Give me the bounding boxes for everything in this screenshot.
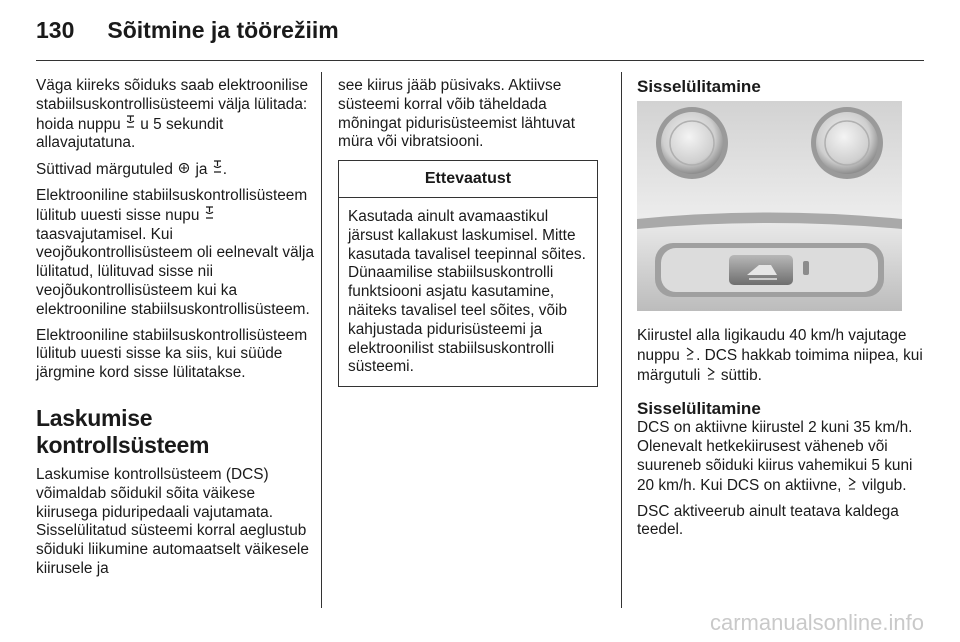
column-2 xyxy=(338,77,600,387)
subsection-heading: Sisselülitamine xyxy=(637,399,761,419)
dashboard-photo xyxy=(637,101,902,311)
section-heading: Laskumise kontrollsüsteem xyxy=(36,404,210,458)
column-1 xyxy=(36,77,316,586)
descent-control-icon xyxy=(705,366,717,385)
warning-title: Ettevaatust xyxy=(339,161,597,198)
paragraph: DSC aktiveerub ainult teatava kaldega teedel. xyxy=(637,502,899,539)
warning-box xyxy=(338,160,598,387)
descent-control-icon xyxy=(684,346,696,365)
paragraph: DCS on aktiivne kiirustel 2 kuni 35 km/h. Olenevalt hetkekiirusest väheneb või suureneb sõiduki kiirus vahemikui 5 kuni 20 km/h. Kui DCS on aktiivne, vilgub. xyxy=(637,419,913,494)
header-rule xyxy=(36,60,924,61)
column-3 xyxy=(637,77,927,547)
paragraph: see kiirus jääb püsivaks. Aktiivse süsteemi korral võib täheldada mõningat pidurisüsteemist lähtuvat müra või vibratsiooni. xyxy=(338,77,575,151)
subsection-heading: Sisselülitamine xyxy=(637,77,761,96)
esc-off-icon xyxy=(212,160,223,179)
descent-control-icon xyxy=(846,476,858,495)
paragraph: Elektrooniline stabiilsuskontrollisüsteem lülitub uuesti sisse ka siis, kui süüde järgmine kord sisse lülitatakse. xyxy=(36,326,308,382)
warning-body: Kasutada ainult avamaastikul järsust kallakust laskumisel. Mitte kasutada tavalisel teepinnal sõites. Dünaamilise stabiilsuskontrolli funktsiooni asjatu kasutamine, näiteks tavalisel teel sõites, võib kahjustada pidurisüsteemi ja elektroonilist stabiilsuskontrolli süsteemi. xyxy=(348,207,586,376)
column-divider xyxy=(621,72,622,608)
paragraph: Kiirustel alla ligikaudu 40 km/h vajutage nuppu . DCS hakkab toimima niipea, kui märgutuli süttib. xyxy=(637,327,923,384)
paragraph: Süttivad märgutuled ja . xyxy=(36,161,227,179)
paragraph: Väga kiireks sõiduks saab elektroonilise stabiilsuskontrollisüsteemi välja lülitada: hoida nuppu u 5 sekundit allavajutatuna. xyxy=(36,77,309,152)
page-number: 130 xyxy=(36,16,75,43)
esc-off-icon xyxy=(125,115,136,134)
page-header xyxy=(36,10,339,50)
watermark: carmanualsonline.info xyxy=(709,610,924,635)
traction-off-icon xyxy=(177,160,191,179)
paragraph: Laskumise kontrollsüsteem (DCS) võimaldab sõidukil sõita väikese kiirusega piduripedaali vajutamata. Sisselülitatud süsteemi korral aeglustub sõiduki liikumine automaatselt väikesele kiirusele ja xyxy=(36,465,309,577)
paragraph: Elektrooniline stabiilsuskontrollisüsteem lülitub uuesti sisse nupu taasvajutamisel. Kui veojõukontrollisüsteem oli eelnevalt välja lülitatud, lülituvad sisse nii veojõukontrollisüsteem kui ka elektrooniline stabiilsuskontrollisüsteem. xyxy=(36,186,315,318)
page-title: Sõitmine ja töörežiim xyxy=(107,16,339,43)
esc-off-icon xyxy=(204,206,215,225)
column-divider xyxy=(321,72,322,608)
